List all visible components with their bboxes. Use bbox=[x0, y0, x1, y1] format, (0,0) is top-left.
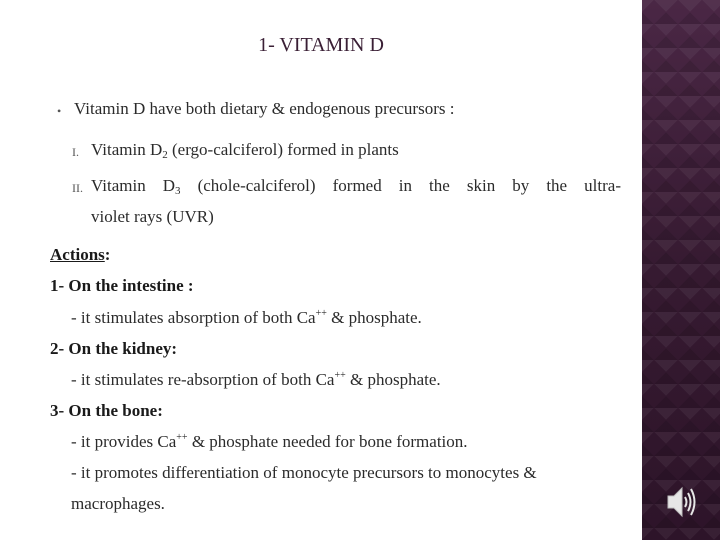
item-numeral-1: I. bbox=[72, 145, 79, 159]
slide-title: 1- VITAMIN D bbox=[258, 34, 384, 56]
list-item-vitamin-d2: Vitamin $D_2$ (ergo-calciferol) formed in plants bbox=[91, 140, 399, 161]
section-line: - it stimulates absorption of both Ca++ & phosphate. bbox=[71, 308, 422, 327]
speaker-icon-graphic bbox=[664, 480, 700, 524]
list-item-continuation: violet rays (UVR) bbox=[91, 207, 214, 226]
bullet-marker: • bbox=[57, 104, 62, 118]
speaker-icon[interactable] bbox=[664, 480, 700, 524]
section-heading-kidney: 2- On the kidney: bbox=[50, 339, 178, 358]
section-line: - it promotes differentiation of monocyte precursors to monocytes & bbox=[71, 463, 537, 482]
actions-heading: Actions: bbox=[50, 245, 111, 264]
section-line: - it provides Ca++ & phosphate needed for bone formation. bbox=[71, 432, 468, 451]
bullet-text: Vitamin D have both dietary & endogenous precursors : bbox=[74, 99, 455, 118]
decorative-sidebar bbox=[642, 0, 720, 540]
section-line: macrophages. bbox=[71, 494, 165, 513]
section-heading-bone: 3- On the bone: bbox=[50, 401, 163, 420]
section-heading-intestine: 1- On the intestine : bbox=[50, 276, 194, 295]
section-line: - it stimulates re-absorption of both Ca++ & phosphate. bbox=[71, 370, 441, 389]
item-numeral-2: II. bbox=[72, 181, 83, 195]
list-item-vitamin-d3: Vitamin $D_3$ (chole-calciferol) formed in the skin by the ultra- bbox=[91, 176, 621, 197]
